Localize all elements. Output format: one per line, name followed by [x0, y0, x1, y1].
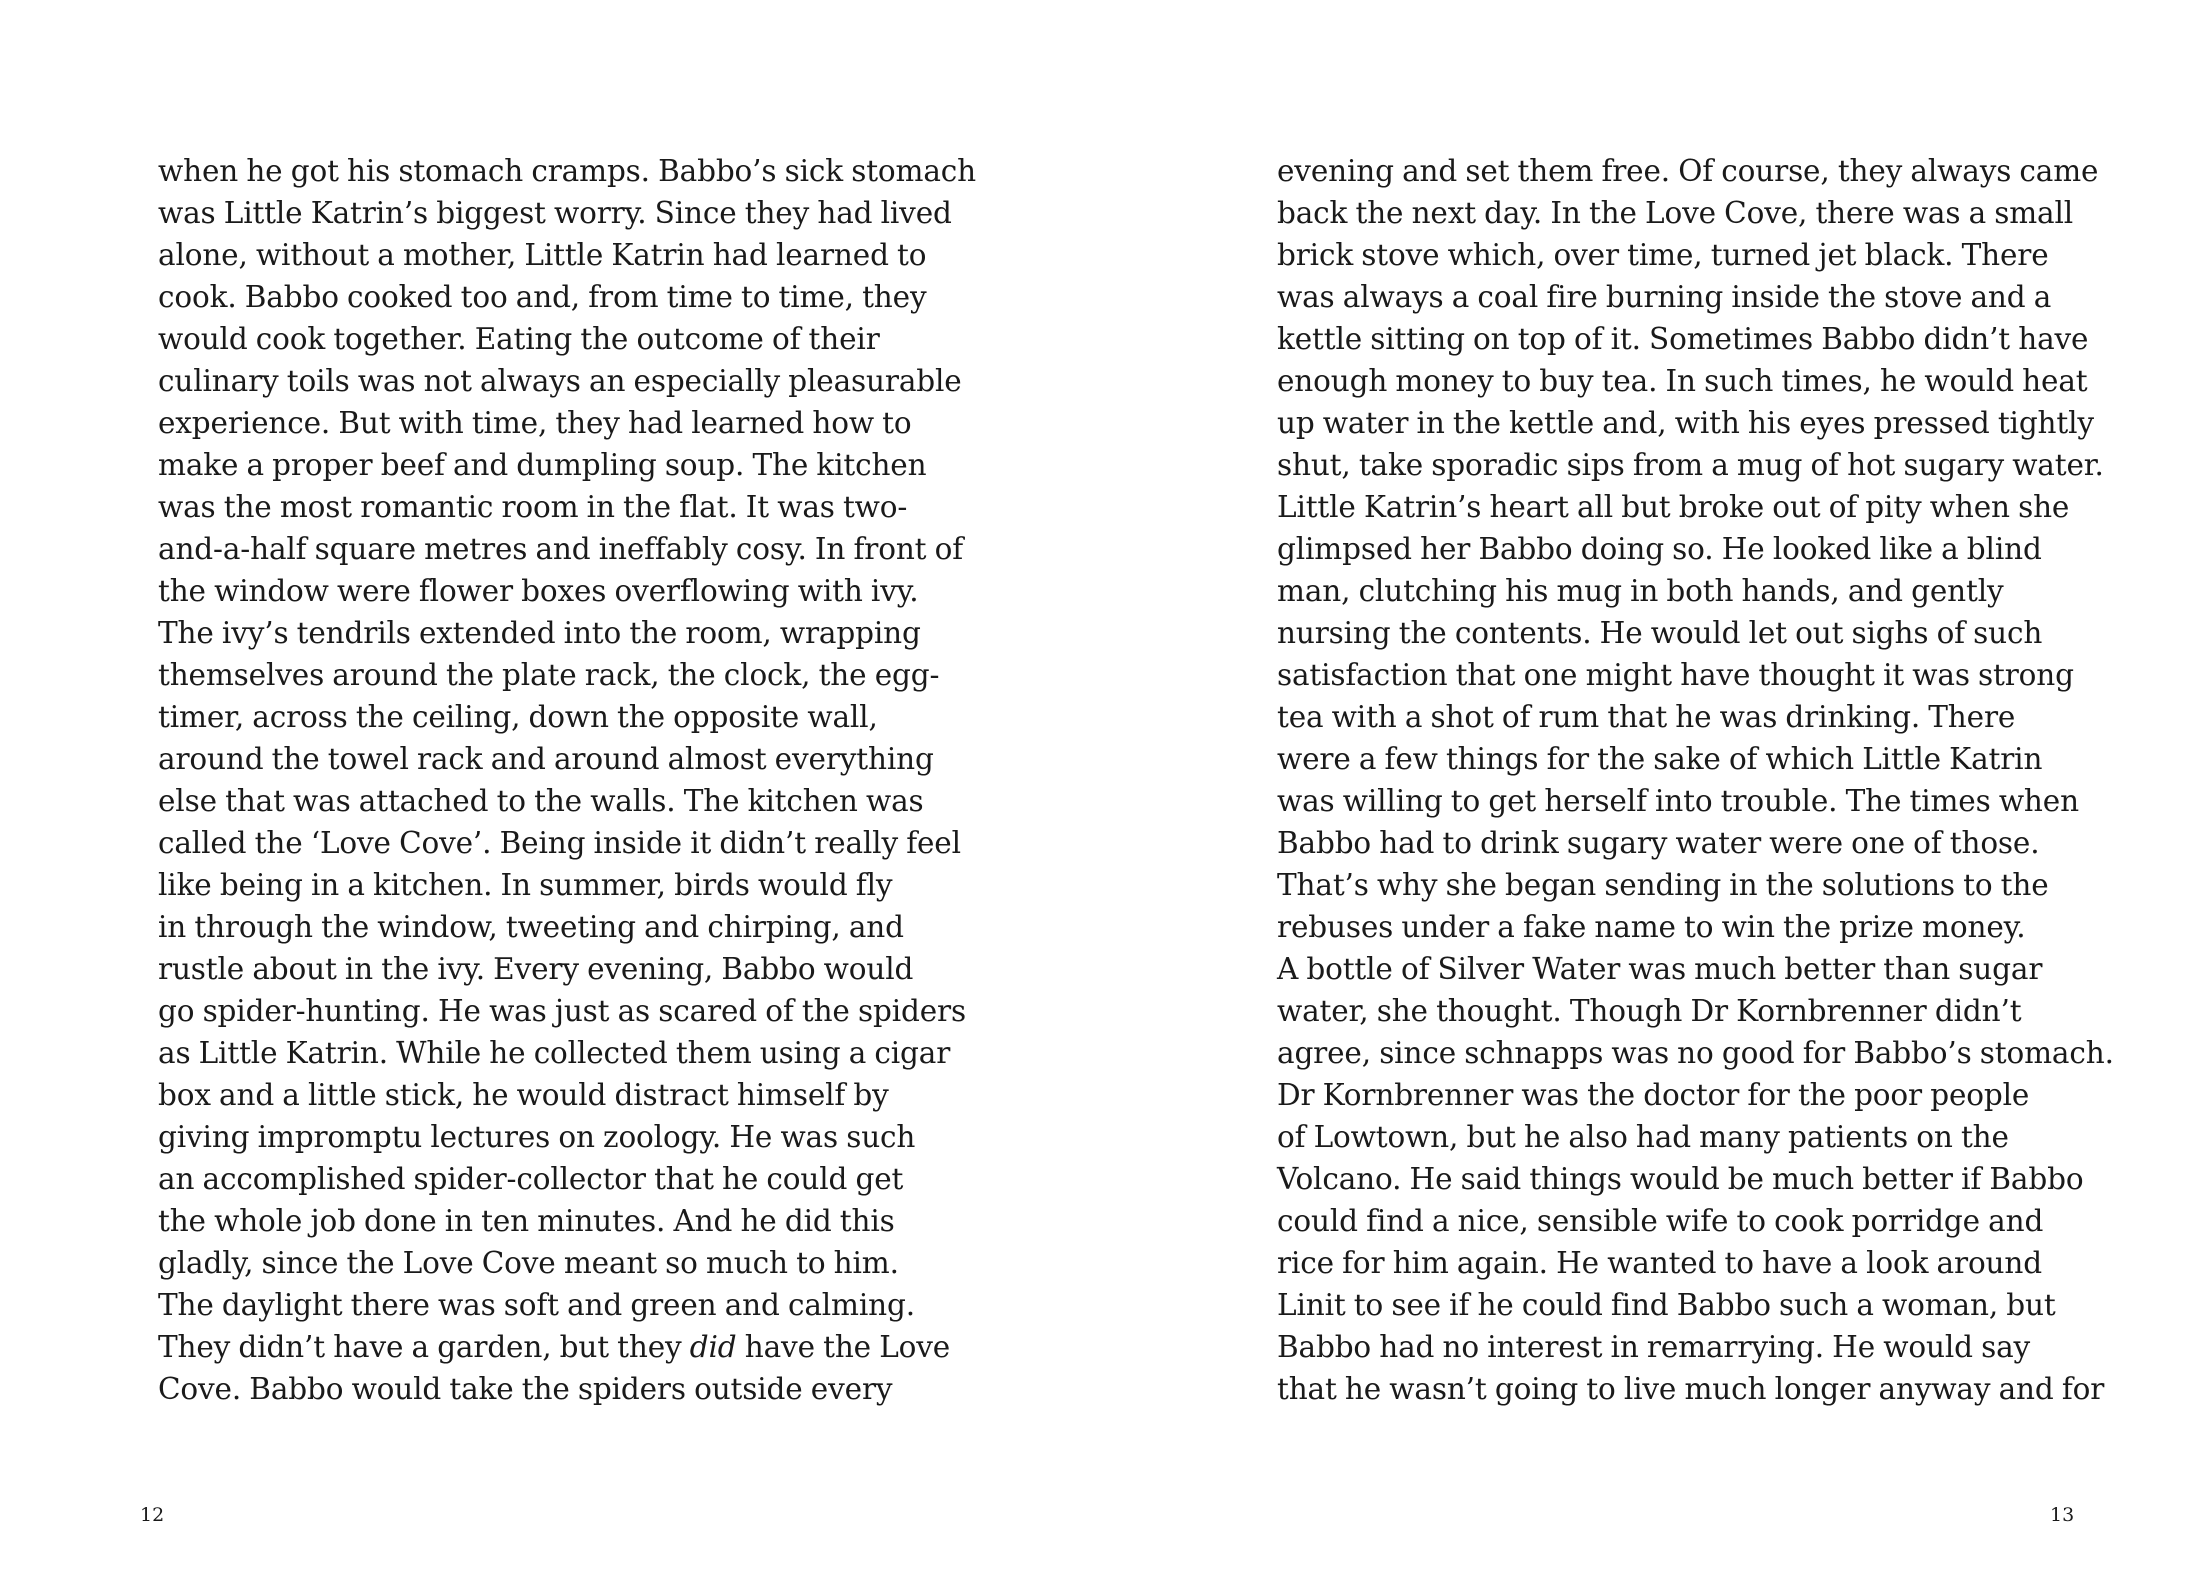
text-line: evening and set them free. Of course, they always came [1277, 154, 2099, 188]
page-number: 12 [140, 1504, 165, 1526]
text-line: the whole job done in ten minutes. And he did this [158, 1204, 895, 1238]
text-line: when he got his stomach cramps. Babbo’s sick stomach [158, 154, 976, 188]
text-line: go spider-hunting. He was just as scared of the spiders [158, 994, 966, 1028]
text-line: up water in the kettle and, with his eyes pressed tightly [1277, 406, 2094, 440]
right-page [1103, 0, 2205, 1575]
text-line: that he wasn’t going to live much longer anyway and for [1277, 1372, 2105, 1406]
text-line: Babbo had to drink sugary water were one of those. [1277, 826, 2040, 860]
text-line: experience. But with time, they had learned how to [158, 406, 912, 440]
text-line: was the most romantic room in the flat. It was two- [158, 490, 908, 524]
text-line: rebuses under a fake name to win the prize money. [1277, 910, 2026, 944]
text-line: rustle about in the ivy. Every evening, Babbo would [158, 952, 914, 986]
right-page-text [1277, 150, 2114, 1410]
text-line: Little Katrin’s heart all but broke out of pity when she [1277, 490, 2070, 524]
text-line: kettle sitting on top of it. Sometimes Babbo didn’t have [1277, 322, 2089, 356]
text-line: giving impromptu lectures on zoology. He was such [158, 1120, 916, 1154]
text-line: Babbo had no interest in remarrying. He would say [1277, 1330, 2031, 1364]
text-line: of Lowtown, but he also had many patients on the [1277, 1120, 2009, 1154]
text-line: else that was attached to the walls. The kitchen was [158, 784, 924, 818]
text-line: box and a little stick, he would distract himself by [158, 1078, 889, 1112]
text-line: back the next day. In the Love Cove, there was a small [1277, 196, 2074, 230]
text-line: was willing to get herself into trouble. The times when [1277, 784, 2079, 818]
text-line: rice for him again. He wanted to have a look around [1277, 1246, 2042, 1280]
text-line: an accomplished spider-collector that he could get [158, 1162, 904, 1196]
text-line: Linit to see if he could find Babbo such a woman, but [1277, 1288, 2056, 1322]
emphasis-word: did [689, 1330, 737, 1364]
text-line: would cook together. Eating the outcome of their [158, 322, 880, 356]
text-line: A bottle of Silver Water was much better than sugar [1277, 952, 2043, 986]
text-segment: have the Love [736, 1330, 951, 1364]
text-line: Cove. Babbo would take the spiders outside every [158, 1372, 893, 1406]
text-line: alone, without a mother, Little Katrin had learned to [158, 238, 927, 272]
text-line: make a proper beef and dumpling soup. The kitchen [158, 448, 927, 482]
text-line: water, she thought. Though Dr Kornbrenner didn’t [1277, 994, 2022, 1028]
text-line: That’s why she began sending in the solutions to the [1277, 868, 2049, 902]
text-line: the window were flower boxes overflowing with ivy. [158, 574, 919, 608]
text-line: glimpsed her Babbo doing so. He looked like a blind [1277, 532, 2042, 566]
text-line: timer, across the ceiling, down the opposite wall, [158, 700, 878, 734]
left-page-text [158, 150, 976, 1410]
text-line: nursing the contents. He would let out sighs of such [1277, 616, 2043, 650]
text-line: themselves around the plate rack, the clock, the egg- [158, 658, 940, 692]
text-line: The ivy’s tendrils extended into the room, wrapping [158, 616, 921, 650]
text-segment: They didn’t have a garden, but they [158, 1330, 690, 1364]
page-number: 13 [2050, 1504, 2075, 1526]
text-line: Dr Kornbrenner was the doctor for the poor people [1277, 1078, 2030, 1112]
text-line: were a few things for the sake of which Little Katrin [1277, 742, 2043, 776]
text-line: man, clutching his mug in both hands, and gently [1277, 574, 2004, 608]
text-line: culinary toils was not always an especially pleasurable [158, 364, 962, 398]
text-line: in through the window, tweeting and chirping, and [158, 910, 904, 944]
text-line: enough money to buy tea. In such times, he would heat [1277, 364, 2088, 398]
text-line: as Little Katrin. While he collected them using a cigar [158, 1036, 951, 1070]
text-line: The daylight there was soft and green and calming. [158, 1288, 915, 1322]
left-page [0, 0, 1102, 1575]
text-line: around the towel rack and around almost everything [158, 742, 934, 776]
text-line: tea with a shot of rum that he was drinking. There [1277, 700, 2016, 734]
text-line: was always a coal fire burning inside the stove and a [1277, 280, 2052, 314]
text-line: could find a nice, sensible wife to cook porridge and [1277, 1204, 2044, 1238]
text-line: brick stove which, over time, turned jet black. There [1277, 238, 2049, 272]
text-line-with-emphasis [158, 1326, 958, 1368]
text-line: shut, take sporadic sips from a mug of hot sugary water. [1277, 448, 2104, 482]
text-line: Volcano. He said things would be much better if Babbo [1277, 1162, 2084, 1196]
text-line: cook. Babbo cooked too and, from time to time, they [158, 280, 927, 314]
text-line: agree, since schnapps was no good for Babbo’s stomach. [1277, 1036, 2114, 1070]
text-line: was Little Katrin’s biggest worry. Since they had lived [158, 196, 952, 230]
text-line: gladly, since the Love Cove meant so much to him. [158, 1246, 899, 1280]
text-line: like being in a kitchen. In summer, birds would fly [158, 868, 893, 902]
text-line: and-a-half square metres and ineffably cosy. In front of [158, 532, 963, 566]
text-line: satisfaction that one might have thought it was strong [1277, 658, 2074, 692]
text-line: called the ‘Love Cove’. Being inside it didn’t really feel [158, 826, 961, 860]
